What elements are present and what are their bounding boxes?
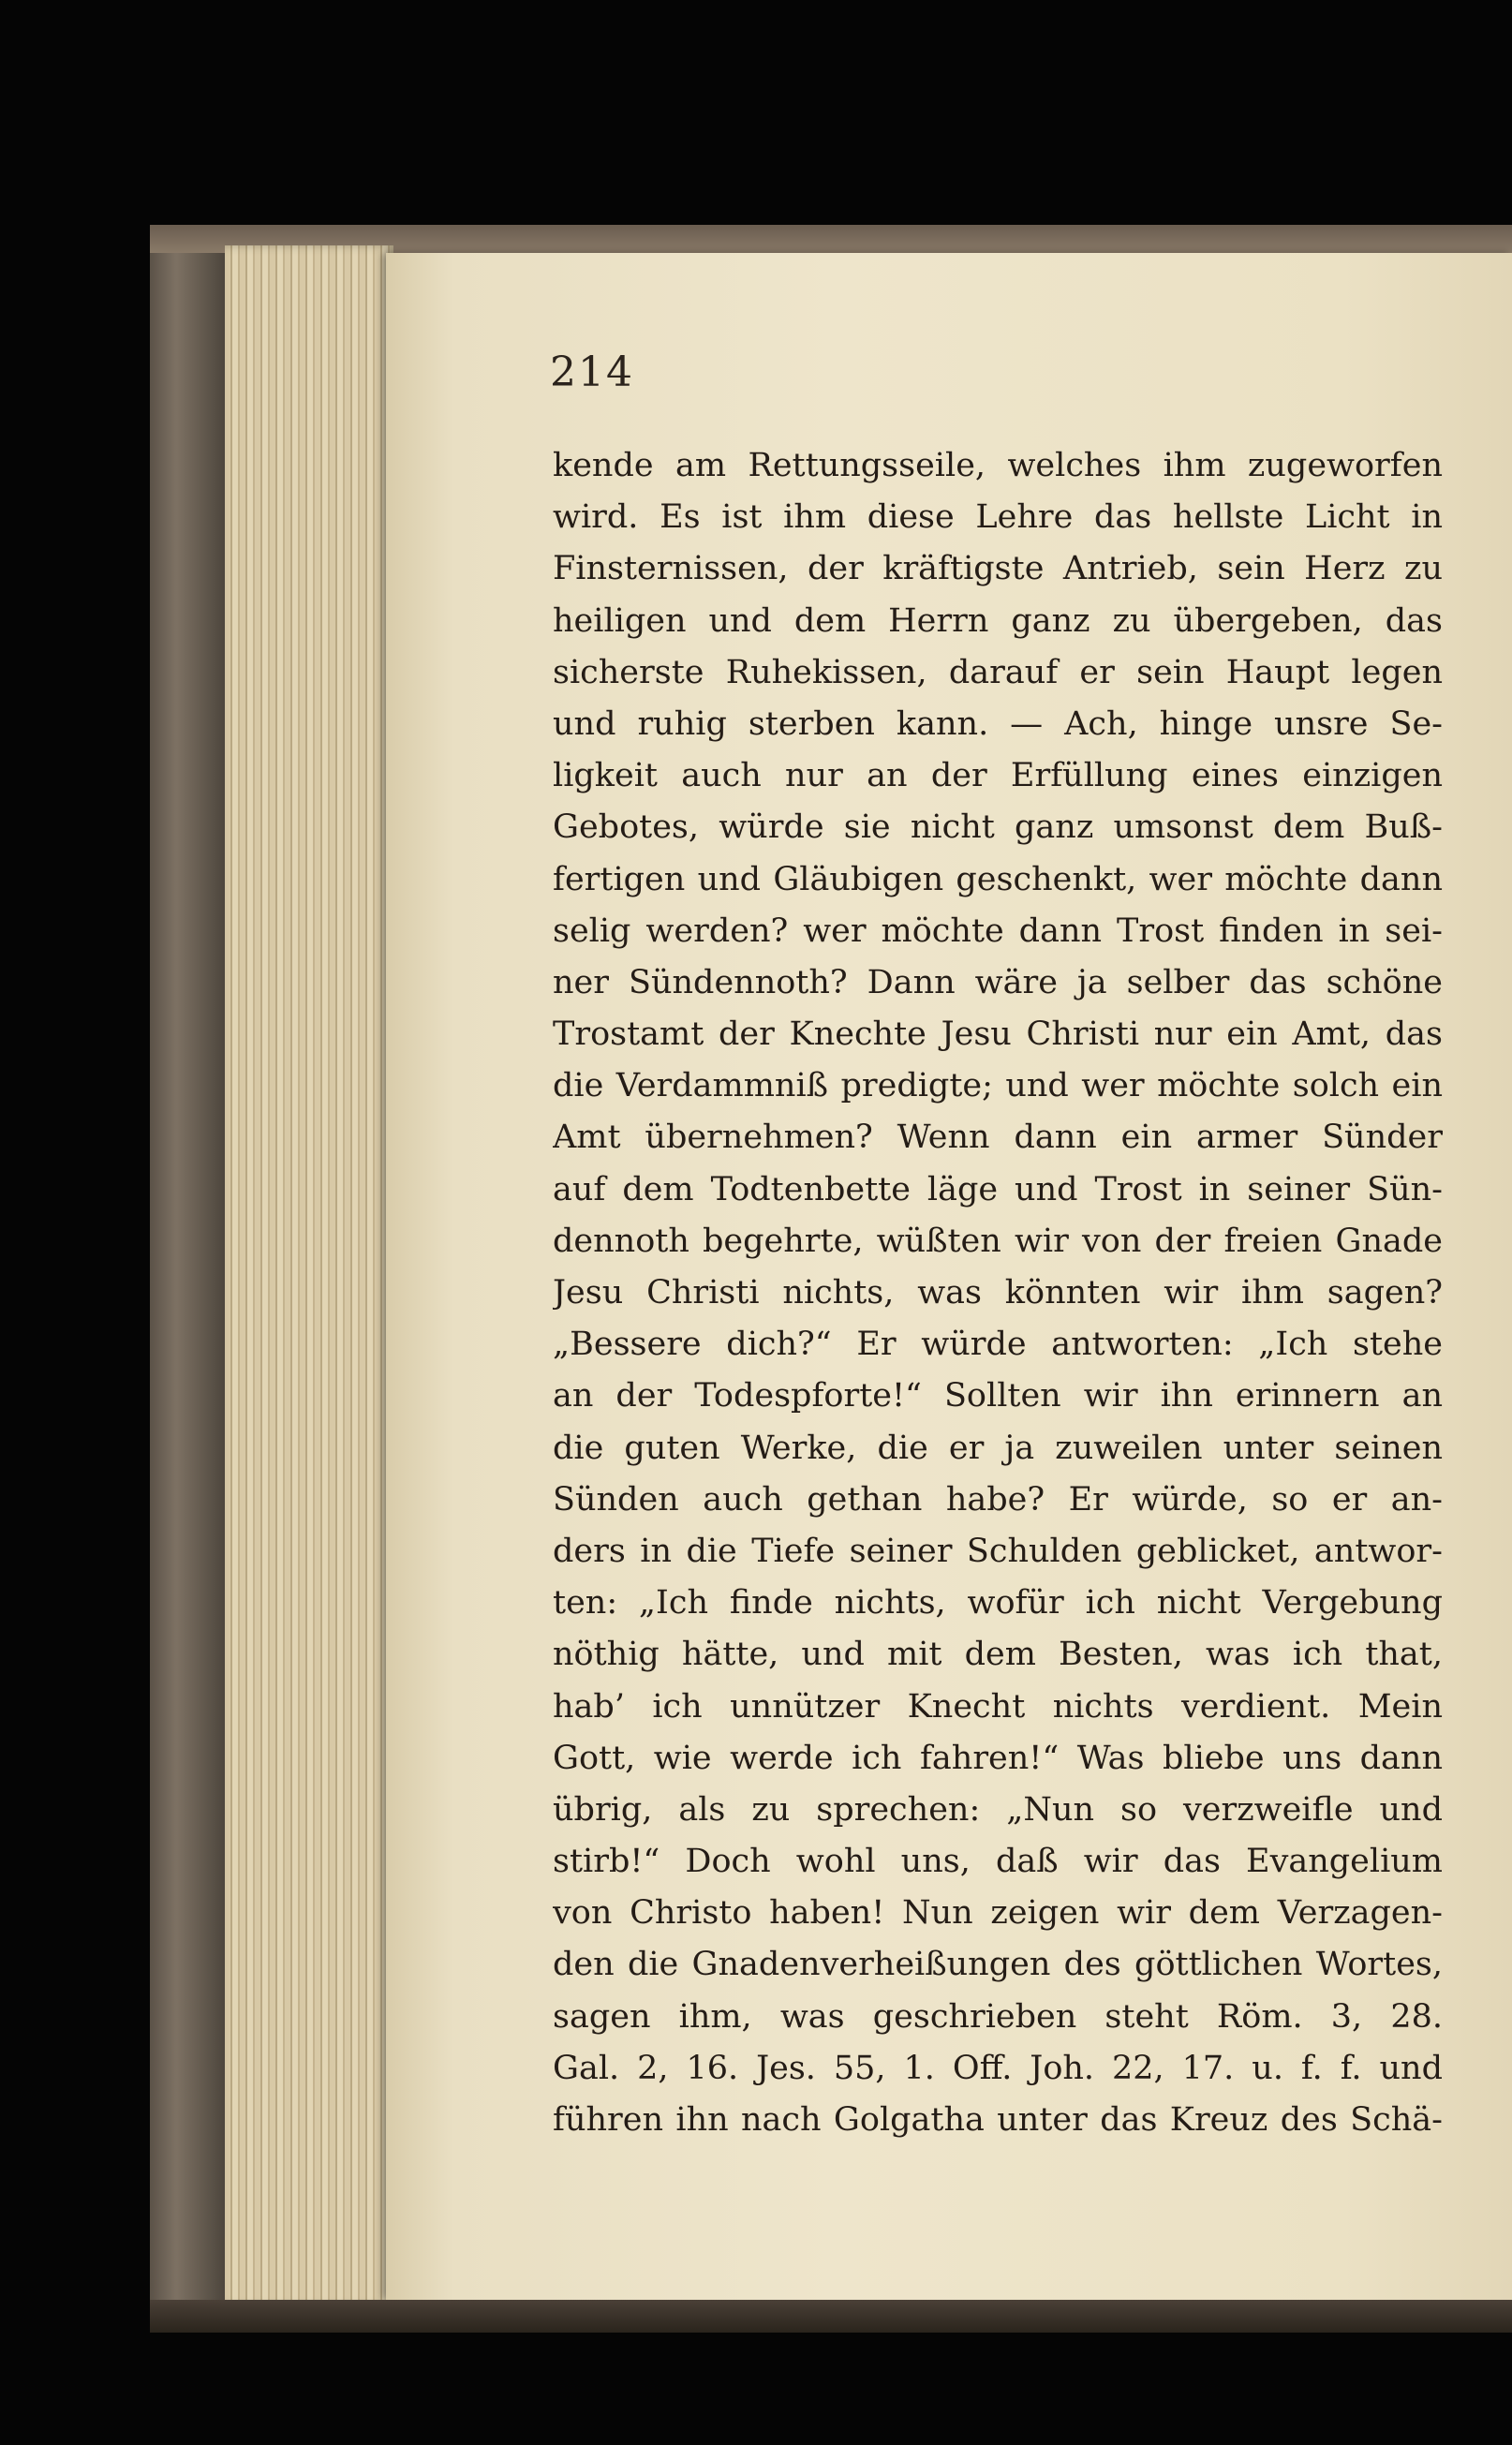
text-line: Trostamt der Knechte Jesu Christi nur ein Amt, das (553, 1015, 1443, 1054)
text-line: die Verdammniß predigte; und wer möchte solch ein (553, 1067, 1443, 1105)
text-line: an der Todespforte!“ Sollten wir ihn erinnern an (553, 1377, 1443, 1415)
text-line: führen ihn nach Golgatha unter das Kreuz des Schä- (553, 2101, 1443, 2139)
text-line: Gebotes, würde sie nicht ganz umsonst dem Buß- (553, 808, 1443, 847)
text-line: kende am Rettungsseile, welches ihm zugeworfen (553, 447, 1443, 484)
text-line: Finsternissen, der kräftigste Antrieb, sein Herz zu (553, 550, 1443, 588)
text-line: ner Sündennoth? Dann wäre ja selber das schöne (553, 963, 1443, 1001)
text-line: sicherste Ruhekissen, darauf er sein Haupt legen (553, 653, 1443, 691)
text-line: die guten Werke, die er ja zuweilen unter seinen (553, 1429, 1443, 1467)
text-line: ders in die Tiefe seiner Schulden geblicket, antwor- (553, 1532, 1443, 1570)
text-line: und ruhig sterben kann. — Ach, hinge unsre Se- (553, 704, 1443, 743)
text-line: heiligen und dem Herrn ganz zu übergeben, das (553, 601, 1443, 640)
text-line: Gal. 2, 16. Jes. 55, 1. Off. Joh. 22, 17. u. f. f. und (553, 2049, 1443, 2087)
text-line: nöthig hätte, und mit dem Besten, was ich that, (553, 1636, 1443, 1674)
text-line: stirb!“ Doch wohl uns, daß wir das Evangelium (553, 1843, 1443, 1881)
text-line: hab’ ich unnützer Knecht nichts verdient. Mein (553, 1687, 1443, 1726)
text-line: Gott, wie werde ich fahren!“ Was bliebe uns dann (553, 1739, 1443, 1777)
text-line: „Bessere dich?“ Er würde antworten: „Ich stehe (553, 1326, 1443, 1364)
text-line: übrig, als zu sprechen: „Nun so verzweifle und (553, 1790, 1443, 1829)
text-line: ten: „Ich finde nichts, wofür ich nicht Vergebung (553, 1584, 1443, 1623)
page-number: 214 (550, 348, 634, 396)
text-line: wird. Es ist ihm diese Lehre das hellste Licht in (553, 498, 1443, 537)
book-cover-spine (150, 225, 228, 2333)
text-line: selig werden? wer möchte dann Trost finden in sei- (553, 911, 1443, 950)
page-text (553, 440, 1443, 2146)
text-line: den die Gnadenverheißungen des göttlichen Wortes, (553, 1946, 1443, 1984)
text-line: fertigen und Gläubigen geschenkt, wer möchte dann (553, 860, 1443, 898)
text-line: Sünden auch gethan habe? Er würde, so er an- (553, 1480, 1443, 1519)
page-edges (225, 245, 393, 2306)
text-line: ligkeit auch nur an der Erfüllung eines einzigen (553, 757, 1443, 795)
text-line: auf dem Todtenbette läge und Trost in seiner Sün- (553, 1170, 1443, 1208)
text-line: Jesu Christi nichts, was könnten wir ihm sagen? (553, 1274, 1443, 1311)
text-line: von Christo haben! Nun zeigen wir dem Verzagen- (553, 1894, 1443, 1933)
text-line: sagen ihm, was geschrieben steht Röm. 3, 28. (553, 1997, 1443, 2036)
text-line: Amt übernehmen? Wenn dann ein armer Sünder (553, 1119, 1443, 1157)
book-bottom-edge (150, 2300, 1512, 2333)
text-line: dennoth begehrte, wüßten wir von der freien Gnade (553, 1222, 1443, 1260)
